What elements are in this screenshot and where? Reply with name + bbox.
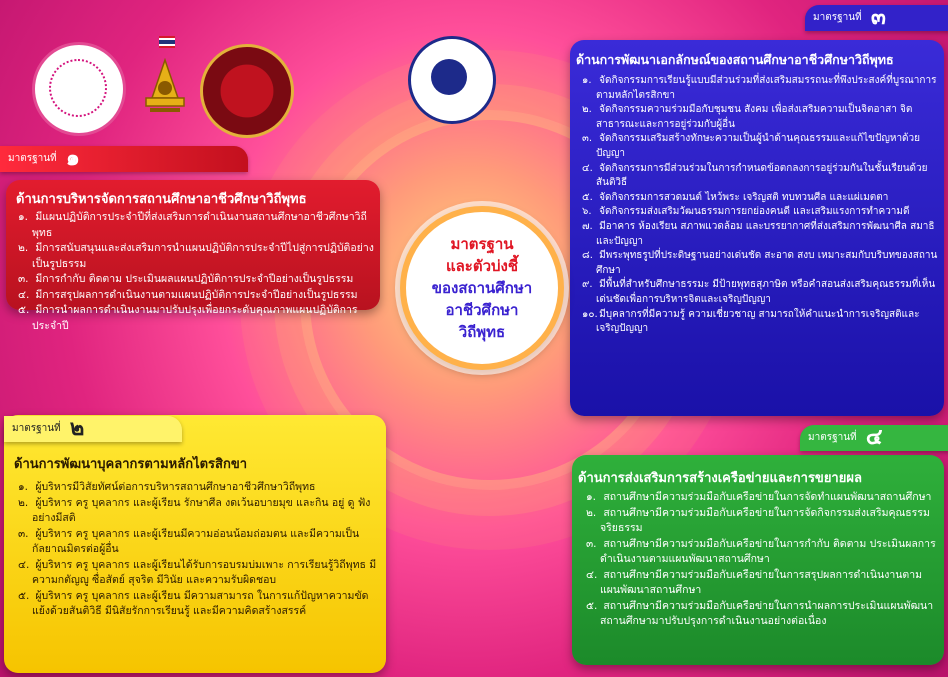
standard-item (578, 278, 938, 307)
item-text: สถานศึกษามีความร่วมมือกับเครือข่ายในการนำผลการประเมินแผนพัฒนาสถานศึกษามาปรับปรุงการดำเนินงานอย่างต่อเนื่อง (600, 599, 934, 627)
standard-item (578, 103, 938, 132)
standard-item (14, 272, 376, 288)
item-number: ๑๐. (582, 308, 598, 320)
thai-flag-icon (159, 36, 175, 48)
item-number: ๕. (586, 599, 598, 612)
standard-item (582, 506, 938, 537)
standard-4-list (582, 490, 938, 630)
center-line-2: และตัวบ่งชี้ (445, 257, 519, 275)
standard-item (14, 210, 376, 241)
item-text: มีบุคลากรที่มีความรู้ ความเชี่ยวชาญ สามารถให้คำแนะนำการเจริญสติและเจริญปัญญา (596, 308, 920, 335)
item-text: มีอาคาร ห้องเรียน สภาพแวดล้อม และบรรยากาศที่ส่งเสริมการพัฒนาศีล สมาธิและปัญญา (596, 220, 935, 247)
vocational-education-logo (200, 44, 294, 138)
standard-item (578, 308, 938, 337)
item-number: ๓. (18, 527, 29, 540)
standard-item (14, 589, 380, 620)
item-text: มีการสนับสนุนและส่งเสริมการนำแผนปฏิบัติการประจำปีไปสู่การปฏิบัติอย่างเป็นรูปธรรม (32, 242, 374, 270)
item-text: มีพื้นที่สำหรับศึกษาธรรมะ มีป้ายพุทธสุภาษิต หรือคำสอนส่งเสริมคุณธรรมที่เห็นเด่นชัดเพื่อการบริหารจิตและเจริญปัญญา (596, 279, 936, 305)
item-number: ๔. (586, 568, 598, 581)
standard-item (578, 205, 938, 220)
item-number: ๑. (586, 491, 597, 503)
item-number: ๕. (582, 191, 593, 203)
standard-item (14, 303, 376, 334)
item-number: ๔. (582, 162, 593, 174)
item-text: มีการนำผลการดำเนินงานมาปรับปรุงเพื่อยกระดับคุณภาพแผนปฏิบัติการประจำปี (32, 304, 358, 332)
item-text: ผู้บริหาร ครู บุคลากร และผู้เรียน รักษาศีล งดเว้นอบายมุข และกิน อยู่ ดู ฟัง อย่างมีสติ (32, 496, 371, 524)
standard-2-title: ด้านการพัฒนาบุคลากรตามหลักไตรสิกขา (14, 457, 248, 472)
standard-item (578, 249, 938, 278)
item-number: ๓. (586, 537, 597, 550)
standard-4-tab (800, 425, 948, 451)
standard-item (582, 599, 938, 630)
item-text: ผู้บริหาร ครู บุคลากร และผู้เรียน มีความสามารถ ในการแก้ปัญหาความขัดแย้งด้วยสันติวิธี มีนิสัยรักการเรียนรู้ และมีความคิดสร้างสรรค์ (32, 589, 369, 617)
item-number: ๒. (586, 506, 597, 519)
standard-item (14, 480, 380, 496)
item-number: ๕. (18, 589, 30, 602)
item-text: สถานศึกษามีความร่วมมือกับเครือข่ายในการจัดกิจกรรมส่งเสริมคุณธรรมจริยธรรม (600, 506, 930, 534)
standard-2-list (14, 480, 380, 620)
item-text: ผู้บริหารมีวิสัยทัศน์ต่อการบริหารสถานศึกษาอาชีวศึกษาวิถีพุทธ (32, 481, 316, 493)
item-text: มีการสรุปผลการดำเนินงานตามแผนปฏิบัติการประจำปีอย่างเป็นรูปธรรม (32, 288, 358, 301)
item-text: ผู้บริหาร ครู บุคลากร และผู้เรียนได้รับการอบรมบ่มเพาะ การเรียนรู้วิถีพุทธ มีความกตัญญู ซื่อสัตย์ สุจริต มีวินัย และความรับผิดชอบ (32, 558, 377, 586)
nakhon-ratchasima-technical-college-logo (408, 36, 496, 124)
standard-item (14, 496, 380, 527)
standard-item (582, 537, 938, 568)
item-number: ๖. (582, 206, 592, 218)
item-text: สถานศึกษามีความร่วมมือกับเครือข่ายในการกำกับ ติดตาม ประเมินผลการดำเนินงานตามแผนพัฒนาสถานศึกษา (600, 537, 936, 565)
center-line-3: ของสถานศึกษา (431, 279, 533, 297)
standard-item (14, 241, 376, 272)
item-text: มีการกำกับ ติดตาม ประเมินผลแผนปฏิบัติการประจำปีอย่างเป็นรูปธรรม (32, 273, 354, 285)
item-text: มีพระพุทธรูปที่ประดิษฐานอย่างเด่นชัด สะอาด สงบ เหมาะสมกับบริบทของสถานศึกษา (596, 250, 938, 276)
standard-item (14, 527, 380, 558)
item-number: ๑. (582, 75, 592, 86)
item-number: ๑. (18, 211, 29, 223)
center-line-4: อาชีวศึกษา (445, 301, 519, 319)
standard-4-number: ๔ (865, 425, 883, 450)
item-text: สถานศึกษามีความร่วมมือกับเครือข่ายในการสรุปผลการดำเนินงานตามแผนพัฒนาสถานศึกษา (600, 568, 923, 596)
item-number: ๙. (582, 279, 593, 291)
item-text: สถานศึกษามีความร่วมมือกับเครือข่ายในการจัดทำแผนพัฒนาสถานศึกษา (600, 491, 932, 503)
standard-4-tab-label: มาตรฐานที่ (808, 432, 857, 443)
item-number: ๓. (582, 133, 593, 145)
standard-item (578, 191, 938, 206)
item-text: จัดกิจกรรมเสริมสร้างทักษะความเป็นผู้นำด้านคุณธรรมและแก้ไขปัญหาด้วยปัญญา (596, 133, 921, 159)
standard-4-title: ด้านการส่งเสริมการสร้างเครือข่ายและการขยายผล (578, 471, 862, 486)
standard-item (578, 132, 938, 161)
standard-3-number: ๓ (870, 5, 886, 30)
standard-item (14, 558, 380, 589)
standard-item (582, 490, 938, 506)
standard-1-tab-label: มาตรฐานที่ (8, 153, 57, 164)
standard-item (582, 568, 938, 599)
item-number: ๑. (18, 481, 29, 493)
item-number: ๕. (18, 304, 30, 316)
buddhist-emblem-icon (142, 58, 188, 120)
standard-item (578, 220, 938, 249)
standard-3-list (578, 74, 938, 337)
item-number: ๔. (18, 288, 30, 301)
center-line-1: มาตรฐาน (450, 235, 514, 253)
standard-item (14, 288, 376, 304)
item-number: ๒. (18, 242, 29, 254)
item-text: จัดกิจกรรมความร่วมมือกับชุมชน สังคม เพื่อส่งเสริมความเป็นจิตอาสา จิตสาธารณะและการอยู่ร่วมกับผู้อื่น (596, 104, 913, 130)
standard-1-title: ด้านการบริหารจัดการสถานศึกษาอาชีวศึกษาวิถีพุทธ (16, 192, 307, 207)
standard-2-tab (4, 416, 182, 442)
item-number: ๔. (18, 558, 30, 571)
standard-item (578, 74, 938, 103)
standard-1-tab (0, 146, 248, 172)
item-number: ๗. (582, 220, 593, 232)
standard-2-tab-label: มาตรฐานที่ (12, 423, 61, 434)
standard-2-number: ๒ (69, 416, 85, 441)
center-line-5: วิถีพุทธ (458, 323, 506, 341)
item-number: ๒. (18, 496, 29, 509)
standard-3-title: ด้านการพัฒนาเอกลักษณ์ของสถานศึกษาอาชีวศึกษาวิถีพุทธ (576, 52, 894, 67)
item-number: ๘. (582, 250, 593, 262)
item-text: จัดกิจกรรมส่งเสริมวัฒนธรรมการยกย่องคนดี และเสริมแรงการทำความดี (596, 206, 910, 218)
standard-1-number: ๑ (65, 146, 80, 171)
item-number: ๓. (18, 273, 29, 285)
item-text: จัดกิจกรรมการสวดมนต์ ไหว้พระ เจริญสติ ทบทวนศีล และแผ่เมตตา (596, 191, 889, 203)
center-title-circle (400, 206, 564, 370)
standard-1-list (14, 210, 376, 334)
item-text: จัดกิจกรรมการมีส่วนร่วมในการกำหนดข้อตกลงการอยู่ร่วมกันในชั้นเรียนด้วยสันติวิธี (596, 162, 928, 189)
item-number: ๒. (582, 104, 592, 116)
standard-3-tab-label: มาตรฐานที่ (813, 12, 862, 23)
standard-item (578, 162, 938, 191)
office-seal-logo (32, 42, 126, 136)
item-text: จัดกิจกรรมการเรียนรู้แบบมีส่วนร่วมที่ส่งเสริมสมรรถนะที่พึงประสงค์ที่บูรณาการตามหลักไตรสิกขา (596, 75, 937, 101)
standard-3-tab (805, 5, 948, 31)
item-text: ผู้บริหาร ครู บุคลากร และผู้เรียนมีความอ่อนน้อมถ่อมตน และมีความเป็นกัลยาณมิตรต่อผู้อื่น (32, 527, 360, 555)
item-text: มีแผนปฏิบัติการประจำปีที่ส่งเสริมการดำเนินงานสถานศึกษาอาชีวศึกษาวิถีพุทธ (32, 211, 367, 239)
